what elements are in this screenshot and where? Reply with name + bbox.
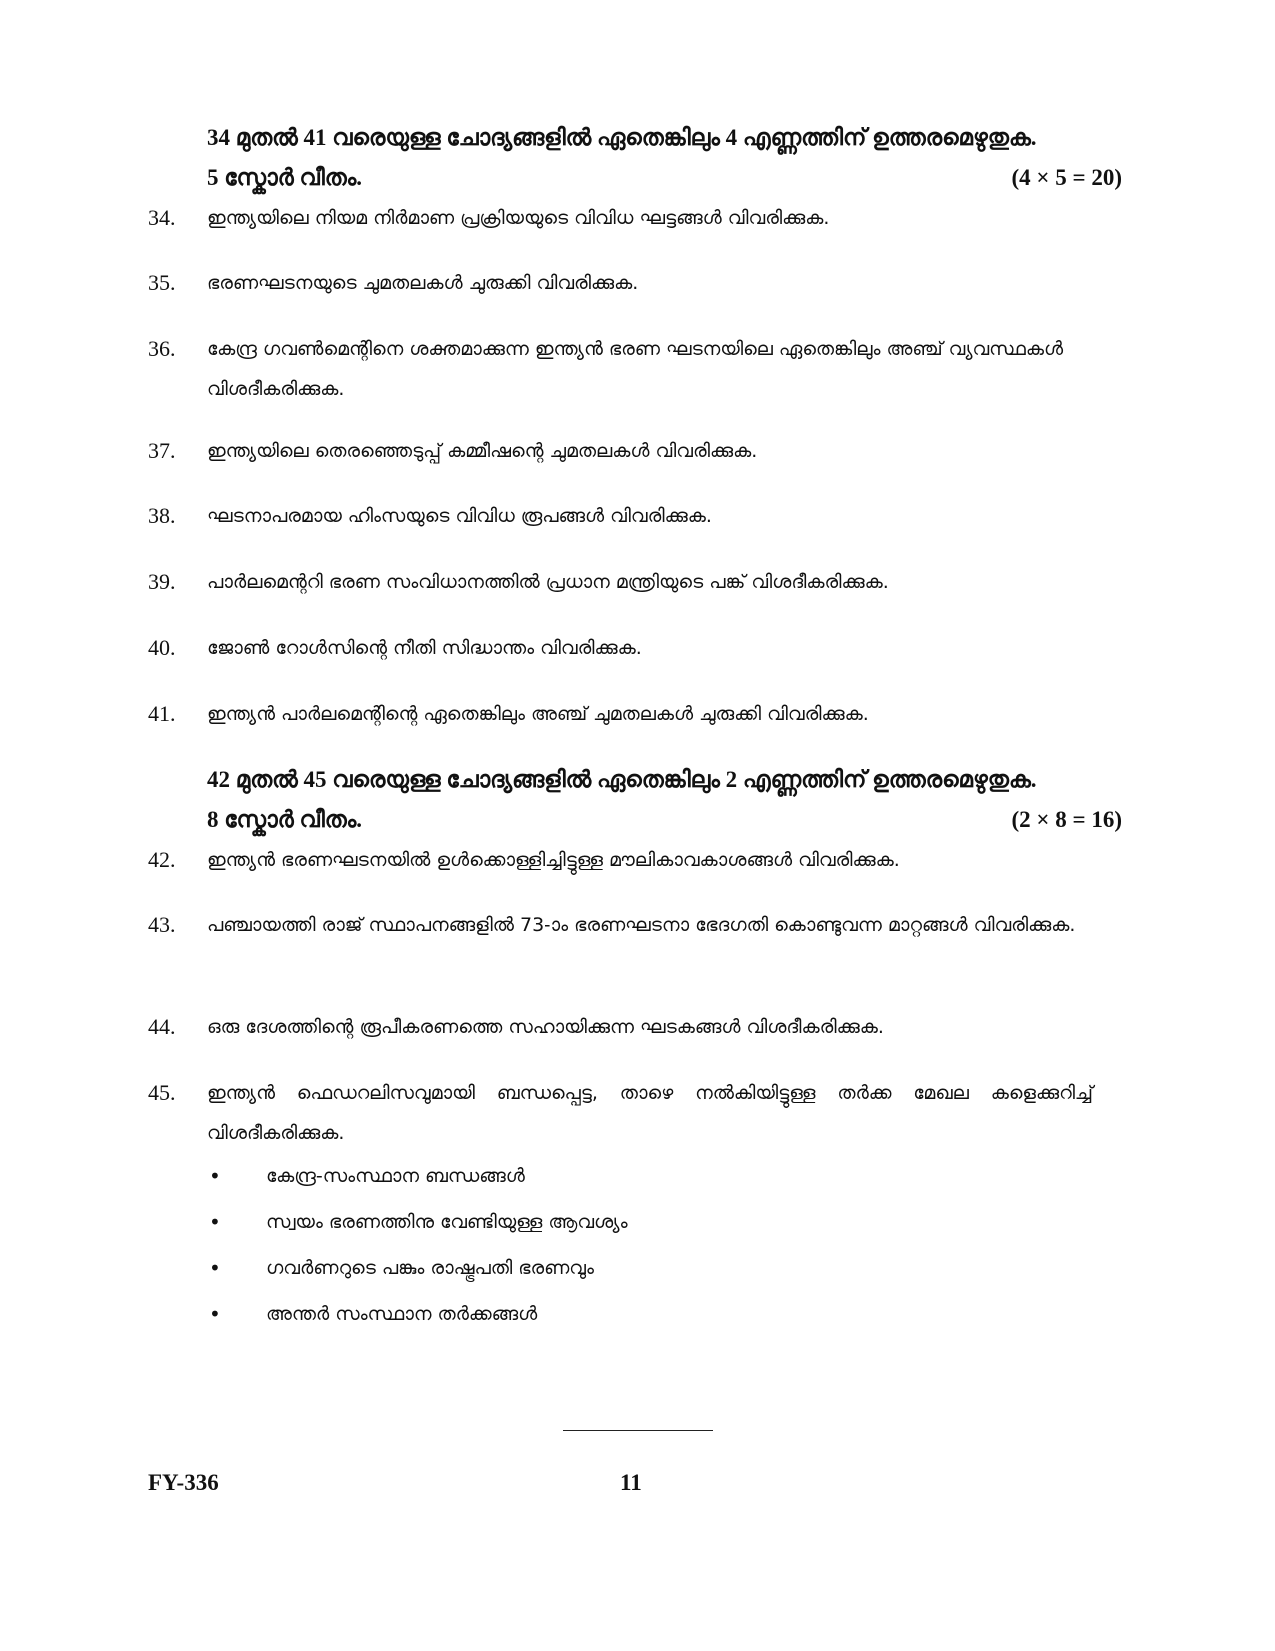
bullet-icon: • bbox=[209, 1256, 221, 1280]
question-number: 35. bbox=[148, 270, 176, 295]
section-2-instruction: 42 മുതൽ 45 വരെയുള്ള ചോദ്യങ്ങളിൽ ഏതെങ്കിലും 2 എണ്ണത്തിന് ഉത്തരമെഴുതുക. bbox=[207, 767, 1037, 792]
bullet-icon: • bbox=[209, 1302, 221, 1326]
question-text: ഇന്ത്യയിലെ തെരഞ്ഞെടുപ്പ് കമ്മീഷന്റെ ചുമതലകൾ വിവരിക്കുക. bbox=[207, 440, 758, 462]
section-1-marks: (4 × 5 = 20) bbox=[1011, 165, 1122, 190]
question-text: ഇന്ത്യൻ പാർലമെന്റിന്റെ ഏതെങ്കിലും അഞ്ച് ചുമതലകൾ ചുരുക്കി വിവരിക്കുക. bbox=[207, 703, 869, 725]
question-number: 42. bbox=[148, 847, 176, 872]
list-item-text: സ്വയം ഭരണത്തിനു വേണ്ടിയുള്ള ആവശ്യം bbox=[266, 1211, 628, 1233]
question-number: 37. bbox=[148, 438, 176, 463]
question-text: പഞ്ചായത്തി രാജ് സ്ഥാപനങ്ങളിൽ 73-ാം ഭരണഘടനാ ഭേദഗതി കൊണ്ടുവന്ന മാറ്റങ്ങൾ വിവരിക്കുക. bbox=[207, 914, 1076, 936]
question-number: 38. bbox=[148, 503, 176, 528]
bullet-icon: • bbox=[209, 1164, 221, 1188]
question-text: ഇന്ത്യൻ ഭരണഘടനയിൽ ഉൾക്കൊള്ളിച്ചിട്ടുള്ള മൗലികാവകാശങ്ങൾ വിവരിക്കുക. bbox=[207, 849, 900, 871]
question-text: കേന്ദ്ര ഗവൺമെന്റിനെ ശക്തമാക്കുന്ന ഇന്ത്യൻ ഭരണ ഘടനയിലെ ഏതെങ്കിലും അഞ്ച് വ്യവസ്ഥകൾ വിശദീകരിക്കുക. bbox=[207, 338, 1064, 400]
question-43 bbox=[148, 905, 1093, 945]
question-37 bbox=[148, 431, 1093, 471]
section-1-instruction: 34 മുതൽ 41 വരെയുള്ള ചോദ്യങ്ങളിൽ ഏതെങ്കിലും 4 എണ്ണത്തിന് ഉത്തരമെഴുതുക. bbox=[207, 125, 1037, 150]
list-item bbox=[207, 1245, 1007, 1291]
question-45 bbox=[148, 1073, 1093, 1153]
question-text: ജോൺ റോൾസിന്റെ നീതി സിദ്ധാന്തം വിവരിക്കുക. bbox=[207, 637, 642, 659]
question-44 bbox=[148, 1007, 1093, 1047]
list-item-text: ഗവർണറുടെ പങ്കും രാഷ്ട്രപതി ഭരണവും bbox=[266, 1257, 594, 1279]
question-36 bbox=[148, 329, 1093, 409]
list-item bbox=[207, 1199, 1007, 1245]
question-text: ഇന്ത്യയിലെ നിയമ നിർമാണ പ്രക്രിയയുടെ വിവിധ ഘട്ടങ്ങൾ വിവരിക്കുക. bbox=[207, 207, 830, 229]
question-35 bbox=[148, 263, 1093, 303]
question-number: 41. bbox=[148, 701, 176, 726]
section-2-heading bbox=[207, 760, 1122, 840]
section-2-score-text: 8 സ്കോർ വീതം. bbox=[207, 807, 363, 832]
question-text: ഒരു ദേശത്തിന്റെ രൂപീകരണത്തെ സഹായിക്കുന്ന ഘടകങ്ങൾ വിശദീകരിക്കുക. bbox=[207, 1016, 884, 1038]
question-text: ഇന്ത്യൻ ഫെഡറലിസവുമായി ബന്ധപ്പെട്ട, താഴെ നൽകിയിട്ടുള്ള തർക്ക മേഖല കളെക്കുറിച്ച് വിശദീകരിക്കുക. bbox=[207, 1082, 1093, 1144]
question-number: 40. bbox=[148, 635, 176, 660]
list-item bbox=[207, 1153, 1007, 1199]
footer-code: FY-336 bbox=[148, 1470, 219, 1495]
question-number: 39. bbox=[148, 569, 176, 594]
question-number: 43. bbox=[148, 912, 176, 937]
bullet-icon: • bbox=[209, 1210, 221, 1234]
question-42 bbox=[148, 840, 1093, 880]
question-number: 44. bbox=[148, 1014, 176, 1039]
question-number: 36. bbox=[148, 336, 176, 361]
section-2-marks: (2 × 8 = 16) bbox=[1011, 807, 1122, 832]
end-divider bbox=[563, 1430, 713, 1431]
question-text: പാർലമെന്ററി ഭരണ സംവിധാനത്തിൽ പ്രധാന മന്ത്രിയുടെ പങ്ക് വിശദീകരിക്കുക. bbox=[207, 571, 889, 593]
question-number: 45. bbox=[148, 1080, 176, 1105]
section-1-heading bbox=[207, 118, 1122, 198]
question-39 bbox=[148, 562, 1093, 602]
question-number: 34. bbox=[148, 205, 176, 230]
question-38 bbox=[148, 496, 1093, 536]
section-1-score-text: 5 സ്കോർ വീതം. bbox=[207, 165, 363, 190]
list-item-text: അന്തർ സംസ്ഥാന തർക്കങ്ങൾ bbox=[266, 1303, 538, 1325]
question-text: ഭരണഘടനയുടെ ചുമതലകൾ ചുരുക്കി വിവരിക്കുക. bbox=[207, 272, 639, 294]
question-text: ഘടനാപരമായ ഹിംസയുടെ വിവിധ രൂപങ്ങൾ വിവരിക്കുക. bbox=[207, 505, 712, 527]
question-40 bbox=[148, 628, 1093, 668]
question-41 bbox=[148, 694, 1093, 734]
list-item bbox=[207, 1291, 1007, 1337]
list-item-text: കേന്ദ്ര-സംസ്ഥാന ബന്ധങ്ങൾ bbox=[266, 1165, 525, 1187]
footer-page-number: 11 bbox=[620, 1470, 642, 1495]
question-34 bbox=[148, 198, 1093, 238]
question-45-bullet-list bbox=[207, 1153, 1007, 1337]
